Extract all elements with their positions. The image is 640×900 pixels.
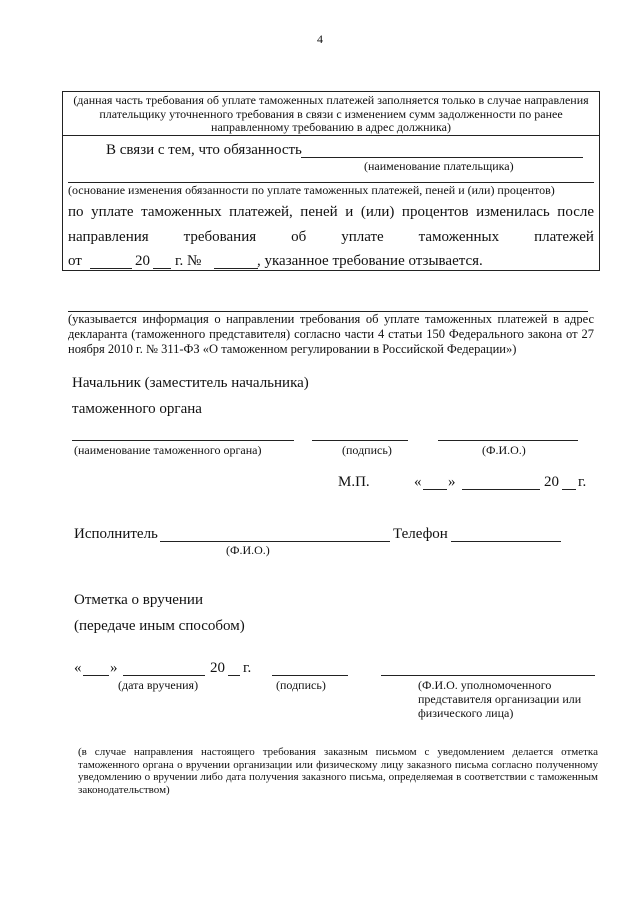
quote-open: «	[414, 474, 422, 490]
delivery-year-field[interactable]	[228, 675, 240, 676]
executor-fio-field[interactable]	[160, 541, 390, 542]
chief-title: Начальник (заместитель начальника)	[72, 375, 309, 391]
word: направления	[68, 229, 149, 245]
sign-month-field[interactable]	[462, 489, 540, 490]
phone-field[interactable]	[451, 541, 561, 542]
g-number-label: г. №	[175, 253, 202, 269]
delivery-sign-caption: (подпись)	[276, 678, 326, 692]
demand-day-field[interactable]	[90, 268, 132, 269]
box-note: (данная часть требования об уплате таможенных платежей заполняется только в случае направления плательщику уточненного требования в связи с изменением сумм задолженности по ранее направленному требованию в адрес должника)	[73, 93, 589, 134]
chief-org: таможенного органа	[72, 401, 202, 417]
from-label: от	[68, 253, 82, 269]
sign-day-field[interactable]	[423, 489, 447, 490]
payer-name-field[interactable]	[301, 157, 583, 158]
quote-open: «	[74, 660, 82, 676]
direction-line	[68, 229, 594, 246]
info-caption: (указывается информация о направлении требования об уплате таможенных платежей в адрес декларанта (таможенного представителя) согласно части 4 статьи 150 Федерального закона от 27 ноября 2010 г. № 311-ФЗ «О таможенном регулировании в Российской Федерации»)	[68, 312, 594, 356]
recall-text: , указанное требование отзывается.	[257, 253, 483, 269]
year-20: 20	[135, 253, 150, 269]
quote-close: »	[448, 474, 456, 490]
executor-label: Исполнитель	[74, 526, 158, 542]
basis-caption: (основание изменения обязанности по уплате таможенных платежей, пеней и (или) процентов)	[68, 183, 555, 197]
year-prefix: 20	[210, 660, 225, 676]
sign-caption: (подпись)	[342, 443, 392, 457]
executor-fio-caption: (Ф.И.О.)	[226, 543, 270, 557]
delivery-fio-field[interactable]	[381, 675, 595, 676]
footer-note: (в случае направления настоящего требования заказным письмом с уведомлением делается отметка таможенного органа о вручении организации или физическому лицу заказного письма согласно полученному уведомлению о вручении либо дата получения заказного письма, определяемая в соответствии с таможенным законодательством)	[78, 746, 598, 796]
word: об	[291, 229, 307, 245]
phone-label: Телефон	[393, 526, 448, 542]
fio-caption: (Ф.И.О.)	[482, 443, 526, 457]
word: требования	[183, 229, 257, 245]
chief-fio-field[interactable]	[438, 440, 578, 441]
delivery-fio-caption: (Ф.И.О. уполномоченного представителя организации или физического лица)	[418, 678, 582, 720]
delivery-method: (передаче иным способом)	[74, 618, 245, 634]
quote-close: »	[110, 660, 118, 676]
delivery-month-field[interactable]	[123, 675, 205, 676]
sign-year-field[interactable]	[562, 489, 576, 490]
customs-org-field[interactable]	[72, 440, 294, 441]
delivery-sign-field[interactable]	[272, 675, 348, 676]
obligation-prefix: В связи с тем, что обязанность	[106, 142, 302, 158]
word: платежей	[534, 229, 594, 245]
payer-caption: (наименование плательщика)	[364, 159, 514, 173]
demand-number-field[interactable]	[214, 268, 258, 269]
year-suffix: г.	[578, 474, 587, 490]
year-prefix: 20	[544, 474, 559, 490]
box-divider	[62, 135, 600, 136]
obligation-changed-text: по уплате таможенных платежей, пеней и (или) процентов изменилась после	[68, 204, 594, 220]
delivery-date-caption: (дата вручения)	[118, 678, 199, 692]
delivery-title: Отметка о вручении	[74, 592, 203, 608]
chief-sign-field[interactable]	[312, 440, 408, 441]
word: таможенных	[418, 229, 500, 245]
stamp-place: М.П.	[338, 474, 370, 490]
year-suffix: г.	[243, 660, 252, 676]
page-number: 4	[317, 32, 323, 46]
delivery-day-field[interactable]	[83, 675, 109, 676]
word: уплате	[341, 229, 384, 245]
demand-year-field[interactable]	[153, 268, 171, 269]
org-caption: (наименование таможенного органа)	[74, 443, 262, 457]
